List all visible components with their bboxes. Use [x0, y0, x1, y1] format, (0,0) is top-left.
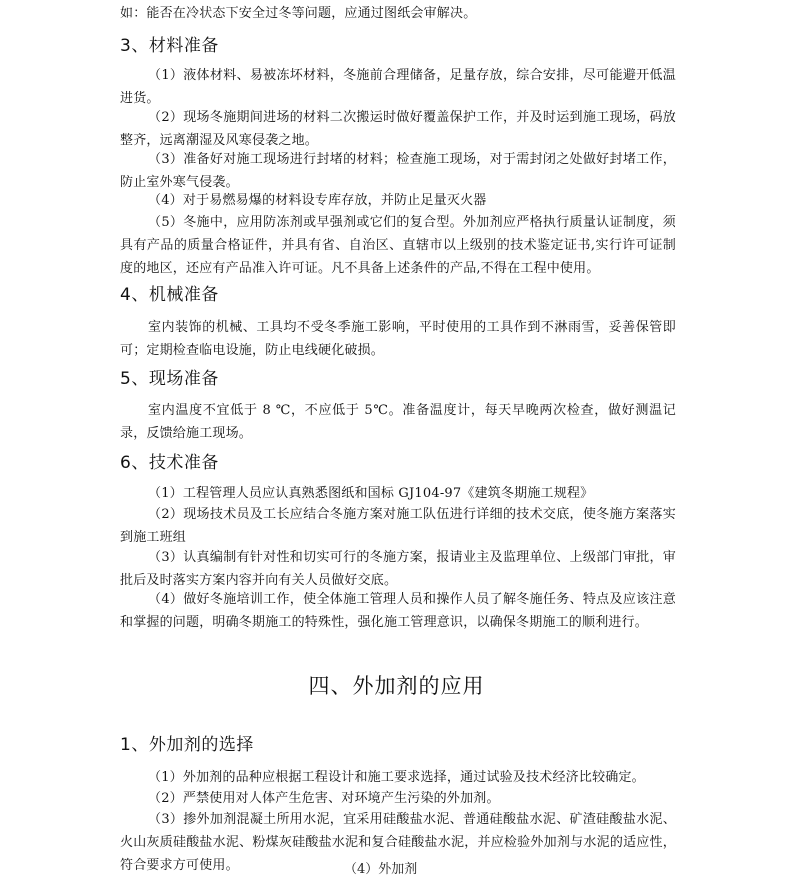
section-4-paragraph: 室内装饰的机械、工具均不受冬季施工影响，平时使用的工具作到不淋雨雪，妥善保管即可；定期检查临电设施，防止电线硬化破损。 [120, 320, 676, 358]
section-3-item-4: （4）对于易燃易爆的材料设专库存放，并防止足量灭火器 [148, 193, 487, 208]
section-3-item-1: （1）液体材料、易被冻坏材料，冬施前合理储备，足量存放，综合安排，尽可能避开低温进货。 [120, 68, 676, 106]
cut-off-line [344, 862, 464, 877]
subsection-1-heading: 1、外加剂的选择 [120, 735, 254, 755]
subsection-1-item-3: （3）掺外加剂混凝土所用水泥，宜采用硅酸盐水泥、普通硅酸盐水泥、矿渣硅酸盐水泥、火山灰质硅酸盐水泥、粉煤灰硅酸盐水泥和复合硅酸盐水泥，并应检验外加剂与水泥的适应性，符合要求方可使用。 [120, 812, 676, 873]
section-3-item-2: （2）现场冬施期间进场的材料二次搬运时做好覆盖保护工作，并及时运到施工现场，码放整齐，远离潮湿及风寒侵袭之地。 [120, 110, 676, 148]
chapter-4-title: 四、外加剂的应用 [308, 674, 485, 698]
intro-tail-paragraph: 如：能否在冷状态下安全过冬等问题，应通过图纸会审解决。 [120, 6, 477, 21]
section-6-item-4: （4）做好冬施培训工作，使全体施工管理人员和操作人员了解冬施任务、特点及应该注意和掌握的问题，明确冬期施工的特殊性，强化施工管理意识，以确保冬期施工的顺利进行。 [120, 592, 676, 630]
section-6-item-1: （1）工程管理人员应认真熟悉图纸和国标 GJ104-97《建筑冬期施工规程》 [148, 486, 594, 501]
section-6-heading: 6、技术准备 [120, 453, 219, 473]
section-3-item-5: （5）冬施中，应用防冻剂或早强剂或它们的复合型。外加剂应严格执行质量认证制度，须具有产品的质量合格证件，并具有省、自治区、直辖市以上级别的技术鉴定证书,实行许可证制度的地区，还应有产品准入许可证。凡不具备上述条件的产品,不得在工程中使用。 [120, 215, 676, 276]
subsection-1-item-1: （1）外加剂的品种应根据工程设计和施工要求选择，通过试验及技术经济比较确定。 [148, 770, 645, 785]
section-3-heading: 3、材料准备 [120, 36, 219, 56]
section-4-heading: 4、机械准备 [120, 285, 219, 305]
cut-off-line-text: （4）外加剂 [344, 862, 418, 877]
section-5-heading: 5、现场准备 [120, 369, 219, 389]
section-6-item-2: （2）现场技术员及工长应结合冬施方案对施工队伍进行详细的技术交底，使冬施方案落实到施工班组 [120, 507, 676, 545]
subsection-1-item-2: （2）严禁使用对人体产生危害、对环境产生污染的外加剂。 [148, 791, 500, 806]
section-3-item-3: （3）准备好对施工现场进行封堵的材料；检查施工现场，对于需封闭之处做好封堵工作，防止室外寒气侵袭。 [120, 152, 676, 190]
section-6-item-3: （3）认真编制有针对性和切实可行的冬施方案，报请业主及监理单位、上级部门审批，审批后及时落实方案内容并向有关人员做好交底。 [120, 550, 676, 588]
section-5-paragraph: 室内温度不宜低于 8 ℃，不应低于 5℃。准备温度计，每天早晚两次检查，做好测温记录，反馈给施工现场。 [120, 403, 676, 441]
